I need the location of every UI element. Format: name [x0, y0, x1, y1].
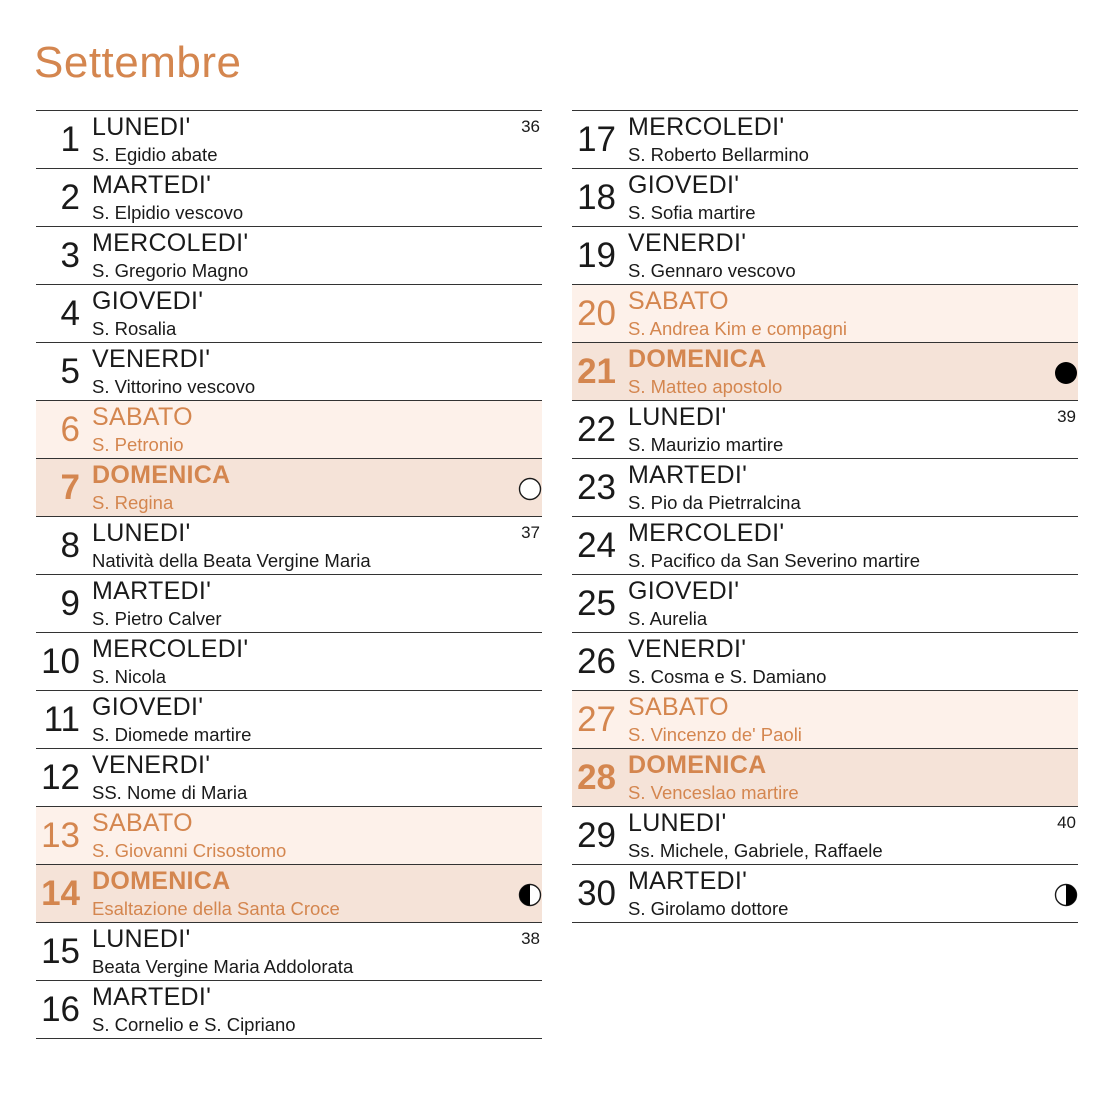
day-number: 17 [577, 120, 616, 159]
day-row [572, 749, 1078, 807]
weekday-name: SABATO [92, 809, 193, 837]
weekday-name: GIOVEDI' [628, 577, 740, 605]
day-number: 22 [577, 410, 616, 449]
day-number: 9 [60, 584, 80, 623]
saint-name: S. Pietro Calver [92, 608, 222, 629]
day-row [572, 343, 1078, 401]
weekday-name: LUNEDI' [628, 809, 727, 837]
weekday-name: DOMENICA [628, 345, 767, 373]
day-row [572, 285, 1078, 343]
saint-name: S. Diomede martire [92, 724, 252, 745]
full-moon-icon [1054, 361, 1078, 385]
weekday-name: MERCOLEDI' [92, 635, 249, 663]
day-row [36, 517, 542, 575]
saint-name: S. Petronio [92, 434, 184, 455]
day-number: 26 [577, 642, 616, 681]
day-row [572, 633, 1078, 691]
weekday-name: MERCOLEDI' [628, 113, 785, 141]
saint-name: S. Egidio abate [92, 144, 218, 165]
day-row [36, 401, 542, 459]
day-row [572, 691, 1078, 749]
day-row [572, 459, 1078, 517]
saint-name: Ss. Michele, Gabriele, Raffaele [628, 840, 883, 861]
day-number: 28 [577, 758, 616, 797]
week-number: 39 [1057, 407, 1076, 426]
weekday-name: LUNEDI' [92, 925, 191, 953]
weekday-name: LUNEDI' [92, 113, 191, 141]
saint-name: S. Cosma e S. Damiano [628, 666, 827, 687]
day-number: 3 [60, 236, 80, 275]
weekday-name: VENERDI' [92, 345, 211, 373]
week-number: 38 [521, 929, 540, 948]
last-quarter-moon-icon [1054, 883, 1078, 907]
week-number: 40 [1057, 813, 1076, 832]
day-number: 25 [577, 584, 616, 623]
day-row [36, 691, 542, 749]
day-row [36, 459, 542, 517]
saint-name: S. Andrea Kim e compagni [628, 318, 848, 339]
day-row [36, 227, 542, 285]
day-number: 24 [577, 526, 616, 565]
saint-name: S. Girolamo dottore [628, 898, 789, 919]
day-number: 21 [577, 352, 616, 391]
weekday-name: GIOVEDI' [92, 693, 204, 721]
day-row [36, 923, 542, 981]
weekday-name: MARTEDI' [92, 171, 212, 199]
saint-name: S. Venceslao martire [628, 782, 799, 803]
day-number: 13 [41, 816, 80, 855]
saint-name: S. Maurizio martire [628, 434, 784, 455]
week-number: 37 [521, 523, 540, 542]
weekday-name: MERCOLEDI' [92, 229, 249, 257]
day-number: 16 [41, 990, 80, 1029]
saint-name: S. Rosalia [92, 318, 177, 339]
day-row [572, 575, 1078, 633]
day-row [572, 111, 1078, 169]
saint-name: S. Nicola [92, 666, 167, 687]
day-row [572, 517, 1078, 575]
weekday-name: DOMENICA [628, 751, 767, 779]
saint-name: S. Pio da Pietrralcina [628, 492, 801, 513]
saint-name: Natività della Beata Vergine Maria [92, 550, 371, 571]
day-number: 8 [60, 526, 80, 565]
saint-name: S. Vittorino vescovo [92, 376, 256, 397]
weekday-name: SABATO [628, 693, 729, 721]
saint-name: S. Cornelio e S. Cipriano [92, 1014, 296, 1035]
saint-name: S. Regina [92, 492, 174, 513]
day-row [572, 865, 1078, 923]
day-number: 4 [60, 294, 80, 333]
weekday-name: MERCOLEDI' [628, 519, 785, 547]
day-number: 27 [577, 700, 616, 739]
saint-name: S. Sofia martire [628, 202, 756, 223]
day-number: 5 [60, 352, 80, 391]
weekday-name: VENERDI' [92, 751, 211, 779]
day-number: 20 [577, 294, 616, 333]
weekday-name: VENERDI' [628, 229, 747, 257]
day-number: 29 [577, 816, 616, 855]
weekday-name: SABATO [628, 287, 729, 315]
day-row [36, 343, 542, 401]
weekday-name: SABATO [92, 403, 193, 431]
day-row [572, 227, 1078, 285]
saint-name: S. Gregorio Magno [92, 260, 249, 281]
saint-name: Esaltazione della Santa Croce [92, 898, 340, 919]
day-row [36, 633, 542, 691]
day-row [572, 807, 1078, 865]
first-quarter-moon-icon [518, 883, 542, 907]
calendar-column-left [36, 110, 542, 1039]
weekday-name: MARTEDI' [628, 867, 748, 895]
day-number: 2 [60, 178, 80, 217]
saint-name: S. Giovanni Crisostomo [92, 840, 287, 861]
day-number: 19 [577, 236, 616, 275]
day-number: 6 [60, 410, 80, 449]
day-row [36, 169, 542, 227]
saint-name: S. Roberto Bellarmino [628, 144, 809, 165]
day-row [36, 749, 542, 807]
saint-name: S. Aurelia [628, 608, 708, 629]
weekday-name: VENERDI' [628, 635, 747, 663]
weekday-name: DOMENICA [92, 461, 231, 489]
day-number: 11 [43, 700, 80, 739]
weekday-name: GIOVEDI' [92, 287, 204, 315]
day-number: 18 [577, 178, 616, 217]
day-number: 1 [60, 120, 80, 159]
saint-name: S. Elpidio vescovo [92, 202, 244, 223]
day-number: 23 [577, 468, 616, 507]
calendar-column-right [572, 110, 1078, 923]
saint-name: SS. Nome di Maria [92, 782, 248, 803]
weekday-name: MARTEDI' [628, 461, 748, 489]
day-row [36, 981, 542, 1039]
day-row [36, 285, 542, 343]
day-number: 7 [60, 468, 80, 507]
weekday-name: GIOVEDI' [628, 171, 740, 199]
new-moon-icon [518, 477, 542, 501]
week-number: 36 [521, 117, 540, 136]
saint-name: Beata Vergine Maria Addolorata [92, 956, 354, 977]
day-row [36, 111, 542, 169]
page-title: Settembre [34, 38, 242, 87]
saint-name: S. Matteo apostolo [628, 376, 783, 397]
day-row [36, 575, 542, 633]
day-number: 12 [41, 758, 80, 797]
day-row [36, 865, 542, 923]
day-row [572, 169, 1078, 227]
day-number: 15 [41, 932, 80, 971]
day-row [36, 807, 542, 865]
day-number: 30 [577, 874, 616, 913]
weekday-name: LUNEDI' [92, 519, 191, 547]
day-number: 10 [41, 642, 80, 681]
weekday-name: DOMENICA [92, 867, 231, 895]
saint-name: S. Gennaro vescovo [628, 260, 796, 281]
saint-name: S. Pacifico da San Severino martire [628, 550, 921, 571]
weekday-name: MARTEDI' [92, 577, 212, 605]
weekday-name: LUNEDI' [628, 403, 727, 431]
weekday-name: MARTEDI' [92, 983, 212, 1011]
day-number: 14 [41, 874, 80, 913]
day-row [572, 401, 1078, 459]
saint-name: S. Vincenzo de' Paoli [628, 724, 802, 745]
